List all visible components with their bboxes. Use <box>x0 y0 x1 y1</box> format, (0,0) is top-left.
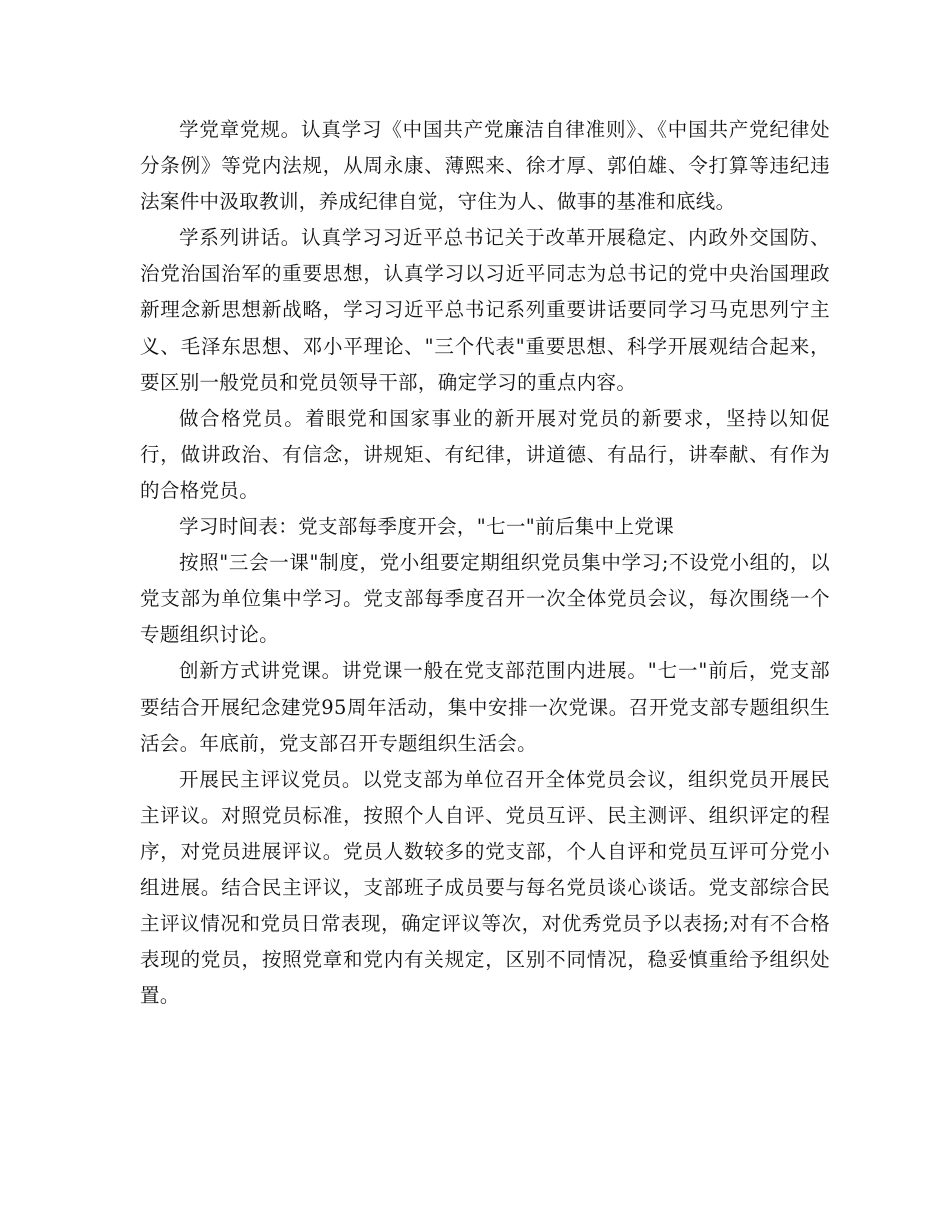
paragraph-three-meetings: 按照"三会一课"制度，党小组要定期组织党员集中学习;不设党小组的，以党支部为单位集中学习。党支部每季度召开一次全体党员会议，每次围绕一个专题组织讨论。 <box>140 551 830 647</box>
paragraph-democratic-review: 开展民主评议党员。以党支部为单位召开全体党员会议，组织党员开展民主评议。对照党员标准，按照个人自评、党员互评、民主测评、组织评定的程序，对党员进展评议。党员人数较多的党支部，个人自评和党员互评可分党小组进展。结合民主评议，支部班子成员要与每名党员谈心谈话。党支部综合民主评议情况和党员日常表现，确定评议等次，对优秀党员予以表扬;对有不合格表现的党员，按照党章和党内有关规定，区别不同情况，稳妥慎重给予组织处置。 <box>140 767 830 1008</box>
paragraph-party-lecture: 创新方式讲党课。讲党课一般在党支部范围内进展。"七一"前后，党支部要结合开展纪念建党95周年活动，集中安排一次党课。召开党支部专题组织生活会。年底前，党支部召开专题组织生活会。 <box>140 659 830 755</box>
document-body <box>140 112 830 1014</box>
paragraph-qualified-member: 做合格党员。着眼党和国家事业的新开展对党员的新要求，坚持以知促行，做讲政治、有信念，讲规矩、有纪律，讲道德、有品行，讲奉献、有作为的合格党员。 <box>140 406 830 502</box>
paragraph-study-schedule: 学习时间表：党支部每季度开会，"七一"前后集中上党课 <box>179 515 675 539</box>
paragraph-study-speeches: 学系列讲话。认真学习习近平总书记关于改革开展稳定、内政外交国防、治党治国治军的重要思想，认真学习以习近平同志为总书记的党中央治国理政新理念新思想新战略，学习习近平总书记系列重要讲话要同学习马克思列宁主义、毛泽东思想、邓小平理论、"三个代表"重要思想、科学开展观结合起来，要区别一般党员和党员领导干部，确定学习的重点内容。 <box>140 226 830 394</box>
paragraph-study-party-rules: 学党章党规。认真学习《中国共产党廉洁自律准则》、《中国共产党纪律处分条例》等党内法规，从周永康、薄熙来、徐才厚、郭伯雄、令打算等违纪违法案件中汲取教训，养成纪律自觉，守住为人、做事的基准和底线。 <box>140 118 830 214</box>
